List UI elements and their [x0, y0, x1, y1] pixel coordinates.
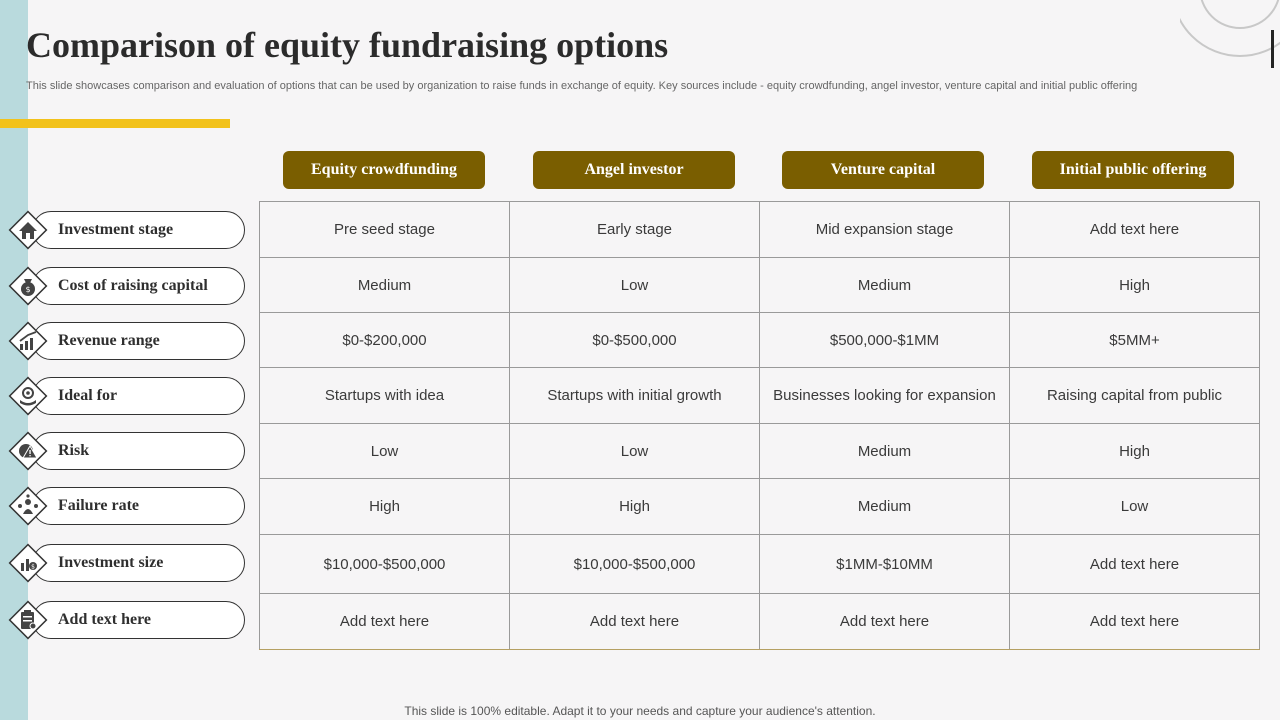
footer-note: This slide is 100% editable. Adapt it to your needs and capture your audience's attention. — [404, 704, 876, 718]
table-cell: Low — [1010, 479, 1260, 535]
row-label-failure-rate — [32, 487, 245, 525]
column-header-initial-public-offering: Initial public offering — [1032, 151, 1234, 189]
table-cell: Businesses looking for expansion — [760, 368, 1010, 424]
warning-icon — [6, 429, 50, 473]
table-cell: Add text here — [760, 594, 1010, 650]
table-row — [260, 535, 1260, 594]
column-header-equity-crowdfunding: Equity crowdfunding — [283, 151, 485, 189]
row-label-ideal-for — [32, 377, 245, 415]
building-icon — [6, 208, 50, 252]
table-cell: $500,000-$1MM — [760, 313, 1010, 368]
column-header-venture-capital: Venture capital — [782, 151, 984, 189]
row-label-text: Investment size — [58, 554, 164, 571]
comparison-table — [259, 201, 1260, 650]
table-cell: Add text here — [1010, 594, 1260, 650]
svg-text:$: $ — [25, 285, 31, 294]
row-label-text: Ideal for — [58, 387, 118, 404]
row-label-text: Risk — [58, 442, 90, 459]
table-row — [260, 479, 1260, 535]
row-label-text: Investment stage — [58, 221, 174, 238]
title-underline-bar — [0, 119, 230, 128]
table-cell: Low — [260, 424, 510, 479]
svg-text:$: $ — [31, 563, 35, 571]
table-cell: Mid expansion stage — [760, 202, 1010, 258]
table-row — [260, 368, 1260, 424]
table-cell: High — [1010, 258, 1260, 313]
table-row — [260, 594, 1260, 650]
table-cell: $0-$200,000 — [260, 313, 510, 368]
row-label-text: Revenue range — [58, 332, 160, 349]
table-row — [260, 258, 1260, 313]
table-cell: Medium — [760, 424, 1010, 479]
investment-icon — [6, 541, 50, 585]
table-row — [260, 202, 1260, 258]
money-bag-icon — [6, 264, 50, 308]
table-cell: $10,000-$500,000 — [510, 535, 760, 594]
table-cell: $1MM-$10MM — [760, 535, 1010, 594]
table-cell: $5MM+ — [1010, 313, 1260, 368]
row-label-risk — [32, 432, 245, 470]
table-cell: Medium — [760, 258, 1010, 313]
table-cell: Startups with idea — [260, 368, 510, 424]
table-cell: Medium — [760, 479, 1010, 535]
table-row — [260, 424, 1260, 479]
row-label-cost-of-raising-capital — [32, 267, 245, 305]
page-subtitle: This slide showcases comparison and evaluation of options that can be used by organization to raise funds in exchange of equity. Key sources include - equity crowdfunding, angel investor, venture capital and initial public offering — [26, 80, 1138, 92]
row-label-add-text — [32, 601, 245, 639]
row-label-text: Cost of raising capital — [58, 277, 208, 294]
row-label-investment-stage — [32, 211, 245, 249]
table-cell: Low — [510, 424, 760, 479]
table-cell: High — [1010, 424, 1260, 479]
row-label-text: Failure rate — [58, 497, 140, 514]
table-row — [260, 313, 1260, 368]
decorative-circles — [1180, 0, 1280, 70]
person-network-icon — [6, 484, 50, 528]
table-cell: High — [510, 479, 760, 535]
growth-chart-icon — [6, 319, 50, 363]
target-hand-icon — [6, 374, 50, 418]
table-cell: $10,000-$500,000 — [260, 535, 510, 594]
table-cell: Add text here — [510, 594, 760, 650]
decorative-bar — [1271, 30, 1274, 68]
table-cell: Pre seed stage — [260, 202, 510, 258]
column-header-angel-investor: Angel investor — [533, 151, 735, 189]
table-cell: Low — [510, 258, 760, 313]
table-cell: Startups with initial growth — [510, 368, 760, 424]
table-cell: $0-$500,000 — [510, 313, 760, 368]
table-cell: Early stage — [510, 202, 760, 258]
row-label-text: Add text here — [58, 611, 152, 628]
table-cell: Raising capital from public — [1010, 368, 1260, 424]
page-title: Comparison of equity fundraising options — [26, 25, 669, 65]
clipboard-icon — [6, 598, 50, 642]
row-label-revenue-range — [32, 322, 245, 360]
table-cell: High — [260, 479, 510, 535]
row-label-investment-size — [32, 544, 245, 582]
table-cell: Add text here — [260, 594, 510, 650]
table-cell: Add text here — [1010, 202, 1260, 258]
table-cell: Medium — [260, 258, 510, 313]
table-cell: Add text here — [1010, 535, 1260, 594]
